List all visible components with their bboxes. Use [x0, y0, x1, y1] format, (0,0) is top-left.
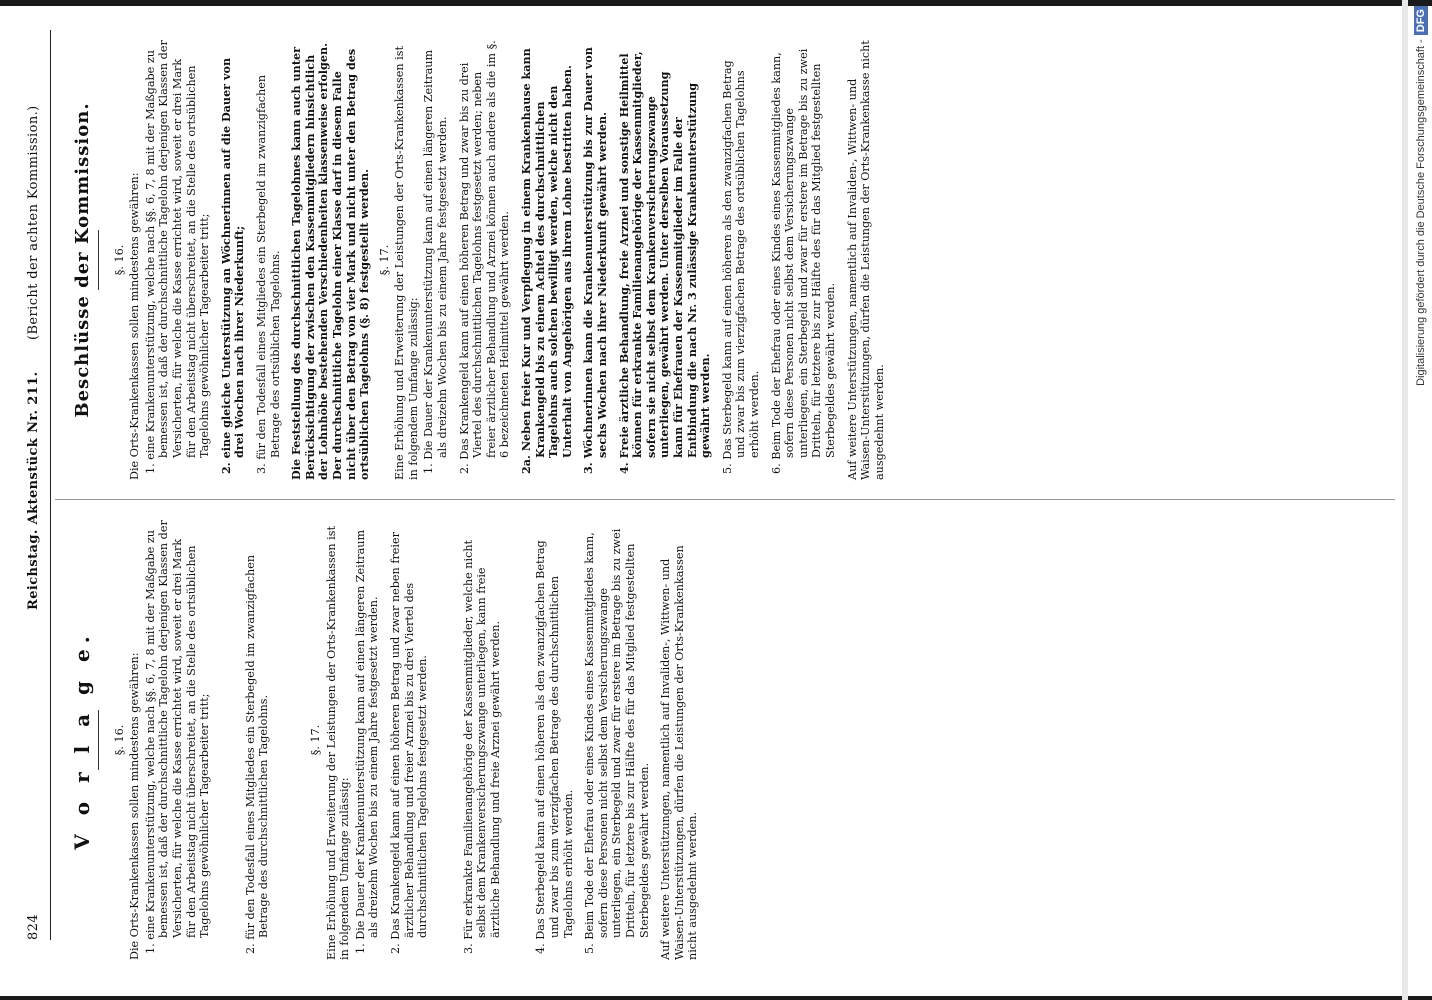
list-item: 1. eine Krankenunterstützung, welche nach §§. 6, 7, 8 mit der Maßgabe zu bemessen ist, daß der durchschnittliche Tagelohn derjenigen Klassen der Versicherten, für welche die Kasse errichtet wird, soweit er drei Mark für den Arbeitstag nicht überschreitet, an die Stelle des ortsüblichen Tagelohns gewöhnlicher Tagearbeiter tritt; [143, 520, 212, 954]
paragraph-number: §. 16. [112, 724, 126, 756]
header-rule [50, 30, 51, 940]
list-item: 4. Das Sterbegeld kann auf einen höheren als den zwanzigfachen Betrag und zwar bis zum vierzigfachen Betrage des durchschnittlichen Tagelohns erhöht werden. [534, 540, 575, 954]
section-outro: Auf weitere Unterstützungen, namentlich auf Invaliden-, Wittwen- und Waisen-Unterstützungen, dürfen die Leistungen der Orts-Krankenkasse nicht ausgedehnt werden. [845, 40, 886, 480]
page-fold [1402, 0, 1408, 1000]
list-item: 5. Das Sterbegeld kann auf einen höheren als den zwanzigfachen Betrag und zwar bis zum vierzigfachen Betrage des ortsüblichen Tagelohns erhöht werden. [720, 60, 761, 474]
paragraph-number: §. 17. [377, 244, 391, 276]
section-outro: Auf weitere Unterstützungen, namentlich auf Invaliden-, Wittwen- und Waisen-Unterstützungen, dürfen die Leistungen der Orts-Krankenkassen nicht ausgedehnt werden. [659, 545, 700, 960]
column-vorlage [58, 520, 702, 960]
heading-rule [98, 230, 99, 290]
dfg-logo: DFG [1414, 6, 1428, 35]
list-item: 1. Die Dauer der Krankenunterstützung kann auf einen längeren Zeitraum als dreizehn Wochen bis zu einem Jahre festgesetzt werden. [353, 529, 381, 954]
credit-text: Digitalisierung gefördert durch die Deutsche Forschungsgemeinschaft - [1415, 39, 1427, 386]
header-subtitle: (Bericht der achten Kommission.) [26, 105, 41, 340]
list-item: 2a. Neben freier Kur und Verpflegung in einem Krankenhause kann Krankengeld bis zu einem Achtel des durchschnittlichen Tagelohns auch solchen bewilligt werden, welche nicht den Unterhalt von Angehörigen aus ihrem Lohne bestritten haben. [519, 48, 574, 474]
spacer [220, 520, 244, 960]
list-item: 2. Das Krankengeld kann auf einen höheren Betrag und zwar bis zu drei Viertel des durchschnittlichen Tagelohns festgesetzt werden; neben freier ärztlicher Behandlung und Arznei können auch andere als die im §. 6 bezeichneten Heilmittel gewährt werden. [457, 40, 512, 474]
list-item: 1. Die Dauer der Krankenunterstützung kann auf einen längeren Zeitraum als dreizehn Wochen bis zu einem Jahre festgesetzt werden. [422, 49, 450, 474]
heading-rule [98, 710, 99, 770]
section-intro: Die Orts-Krankenkassen sollen mindestens gewähren: [128, 652, 142, 960]
list-item: 3. Für erkrankte Familienangehörige der Kassenmitglieder, welche nicht selbst dem Krankenversicherungszwange unterliegen, kann freie ärztliche Behandlung und freie Arznei gewährt werden. [461, 539, 502, 954]
list-item: 2. eine gleiche Unterstützung an Wöchnerinnen auf die Dauer von drei Wochen nach ihrer Niederkunft; [218, 57, 247, 474]
section-intro: Eine Erhöhung und Erweiterung der Leistungen der Orts-Krankenkassen ist in folgendem Umfange zulässig: [324, 526, 352, 960]
paragraph-number: §. 16. [112, 244, 126, 276]
digitization-credit [1410, 0, 1432, 1000]
column-heading: V o r l a g e. [70, 630, 94, 850]
section-intro: Die Orts-Krankenkassen sollen mindestens gewähren: [128, 172, 142, 480]
column-heading: Beschlüsse der Kommission. [72, 102, 93, 418]
header-title: Reichstag. Aktenstück Nr. 211. [26, 371, 41, 610]
list-item: 5. Beim Tode der Ehefrau oder eines Kindes eines Kassenmitgliedes kann, sofern diese Personen nicht selbst dem Versicherungszwange unterliegen, ein Sterbegeld und zwar für erstere im Betrage bis zu zwei Dritteln, für letztere bis zur Hälfte des für das Mitglied festgestellten Sterbegeldes gewährt werden. [583, 528, 651, 954]
spacer [279, 520, 303, 960]
list-item: 3. Wöchnerinnen kann die Krankenunterstützung bis zur Dauer von sechs Wochen nach ihrer Niederkunft gewährt werden. [581, 47, 609, 474]
list-item: 2. für den Todesfall eines Mitgliedes ein Sterbegeld im zwanzigfachen Betrage des durchschnittlichen Tagelohns. [243, 554, 271, 954]
spacer [510, 520, 534, 960]
list-item: 6. Beim Tode der Ehefrau oder eines Kindes eines Kassenmitgliedes kann, sofern diese Personen nicht selbst dem Versicherungszwange unterliegen, ein Sterbegeld und zwar für erstere im Betrage bis zu zwei Dritteln, für letztere bis zur Hälfte des für das Mitglied festgestellten Sterbegeldes gewährt werden. [769, 48, 837, 474]
column-beschluesse [58, 40, 888, 480]
column-divider [55, 499, 1395, 500]
list-item: 1. eine Krankenunterstützung, welche nach §§. 6, 7, 8 mit der Maßgabe zu bemessen ist, daß der durchschnittliche Tagelohn derjenigen Klassen der Versicherten, für welche die Kasse errichtet wird, soweit er drei Mark für den Arbeitstag nicht überschreitet, an die Stelle des ortsüblichen Tagelohns gewöhnlicher Tagearbeiter tritt; [143, 40, 212, 474]
list-item: 3. für den Todesfall eines Mitgliedes ein Sterbegeld im zwanzigfachen Betrage des ortsüblichen Tagelohns. [254, 74, 282, 474]
running-header [26, 30, 48, 940]
list-item: 4. Freie ärztliche Behandlung, freie Arznei und sonstige Heilmittel können für erkrankte Familienangehörige der Kassenmitglieder, sofern sie nicht selbst dem Krankenversicherungszwange unterliegen, gewährt werden. Unter derselben Voraussetzung kann für Ehefrauen der Kassenmitglieder im Falle der Entbindung die nach Nr. 3 zulässige Krankenunterstützung gewährt werden. [616, 51, 713, 474]
list-item: 2. Das Krankengeld kann auf einen höheren Betrag und zwar neben freier ärztlicher Behandlung und freier Arznei bis zu drei Viertel des durchschnittlichen Tagelohns festgesetzt werden. [388, 532, 430, 954]
page-number: 824 [26, 913, 41, 940]
digitization-sidebar [1410, 0, 1432, 1000]
amendment-text: Die Feststellung des durchschnittlichen Tagelohnes kann auch unter Berücksichtigung der zwischen den Kassenmitgliedern hinsichtlich der Lohnhöhe bestehenden Verschiedenheiten klassenweise erfolgen. Der durchschnittliche Tagelohn einer Klasse darf in diesem Falle nicht über den Betrag von vier Mark und nicht unter den Betrag des ortsüblichen Tagelohns (§. 8) festgestellt werden. [289, 42, 372, 480]
section-intro: Eine Erhöhung und Erweiterung der Leistungen der Orts-Krankenkassen ist in folgendem Umfange zulässig: [393, 46, 420, 480]
paragraph-number: §. 17. [308, 724, 322, 756]
spacer [438, 520, 462, 960]
